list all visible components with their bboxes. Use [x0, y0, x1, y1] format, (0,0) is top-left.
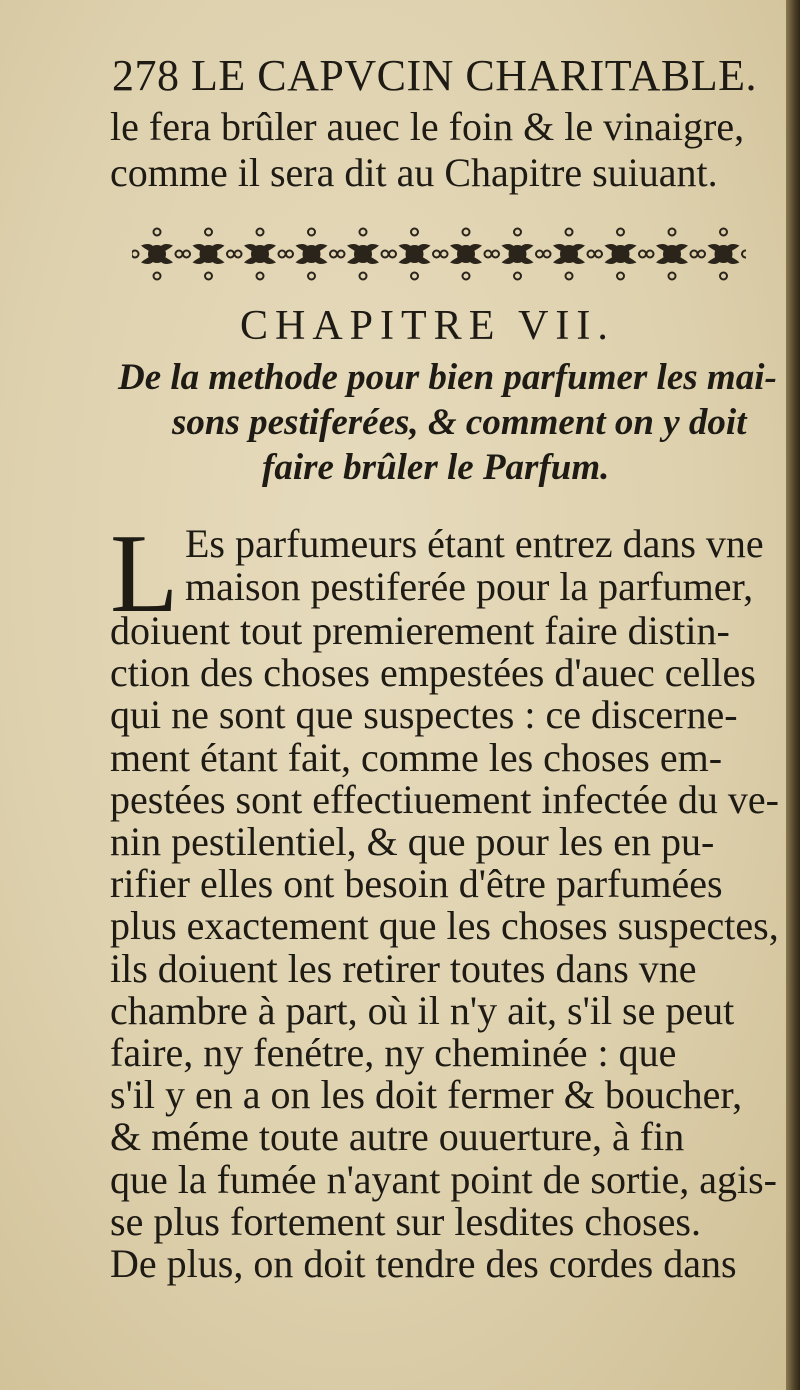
- ornament-fleuron: [492, 229, 543, 280]
- ornament-fleuron: [235, 229, 286, 280]
- ornament-fleuron: [183, 229, 234, 280]
- ornament-fleuron: [595, 229, 646, 280]
- body-line: ment étant fait, comme les choses em-: [110, 734, 723, 780]
- body-line: plus exactement que les choses suspectes,: [110, 903, 779, 949]
- body-line: doiuent tout premierement faire distin-: [110, 608, 730, 653]
- page-edge: [786, 0, 800, 1390]
- body-line: pestées sont effectiuement infectée du ve-: [110, 776, 779, 822]
- ornament-fleuron: [544, 229, 595, 280]
- ornament-fleuron: [132, 229, 183, 280]
- running-title: LE CAPVCIN CHARITABLE.: [191, 51, 758, 100]
- ornament-fleuron: [338, 229, 389, 280]
- body-line: chambre à part, où il n'y ait, s'il se peut: [110, 987, 735, 1033]
- ornament-fleuron: [286, 229, 337, 280]
- chapter-subtitle-line-1: De la methode pour bien parfumer les mai-: [118, 357, 777, 398]
- body-line: s'il y en a on les doit fermer & boucher,: [110, 1072, 743, 1118]
- body-line: se plus fortement sur lesdites choses.: [110, 1198, 701, 1244]
- drop-cap: L: [110, 512, 179, 636]
- body-line: rifier elles ont besoin d'être parfumées: [110, 861, 723, 907]
- ornament-fleuron: [389, 229, 440, 280]
- continuation-line-2: comme il sera dit au Chapitre suiuant.: [110, 150, 718, 195]
- body-line: De plus, on doit tendre des cordes dans: [110, 1241, 737, 1286]
- chapter-subtitle-line-3: faire brûler le Parfum.: [262, 447, 610, 488]
- body-line: faire, ny fenétre, ny cheminée : que: [110, 1030, 677, 1075]
- body-line: & méme toute autre ouuerture, à fin: [110, 1114, 685, 1160]
- body-line: ils doiuent les retirer toutes dans vne: [110, 945, 697, 991]
- chapter-subtitle-line-2: sons pestiferées, & comment on y doit: [172, 402, 747, 443]
- ornament-fleuron: [647, 229, 698, 280]
- running-header: [112, 50, 757, 101]
- ornament-fleuron: [698, 229, 746, 280]
- chapter-heading: CHAPITRE VII.: [240, 303, 615, 349]
- page-number: 278: [112, 51, 180, 100]
- body-first-line-2: maison pestiferée pour la parfumer,: [185, 564, 754, 609]
- body-line: que la fumée n'ayant point de sortie, agis-: [110, 1156, 777, 1202]
- body-line: nin pestilentiel, & que pour les en pu-: [110, 819, 715, 864]
- body-line: ction des choses empestées d'auec celles: [110, 650, 756, 696]
- ornament-band: [132, 225, 746, 283]
- body-first-line-1: Es parfumeurs étant entrez dans vne: [185, 521, 764, 566]
- ornament-fleuron: [441, 229, 492, 280]
- body-line: qui ne sont que suspectes : ce discerne-: [110, 692, 738, 738]
- continuation-line-1: le fera brûler auec le foin & le vinaigre,: [110, 104, 745, 149]
